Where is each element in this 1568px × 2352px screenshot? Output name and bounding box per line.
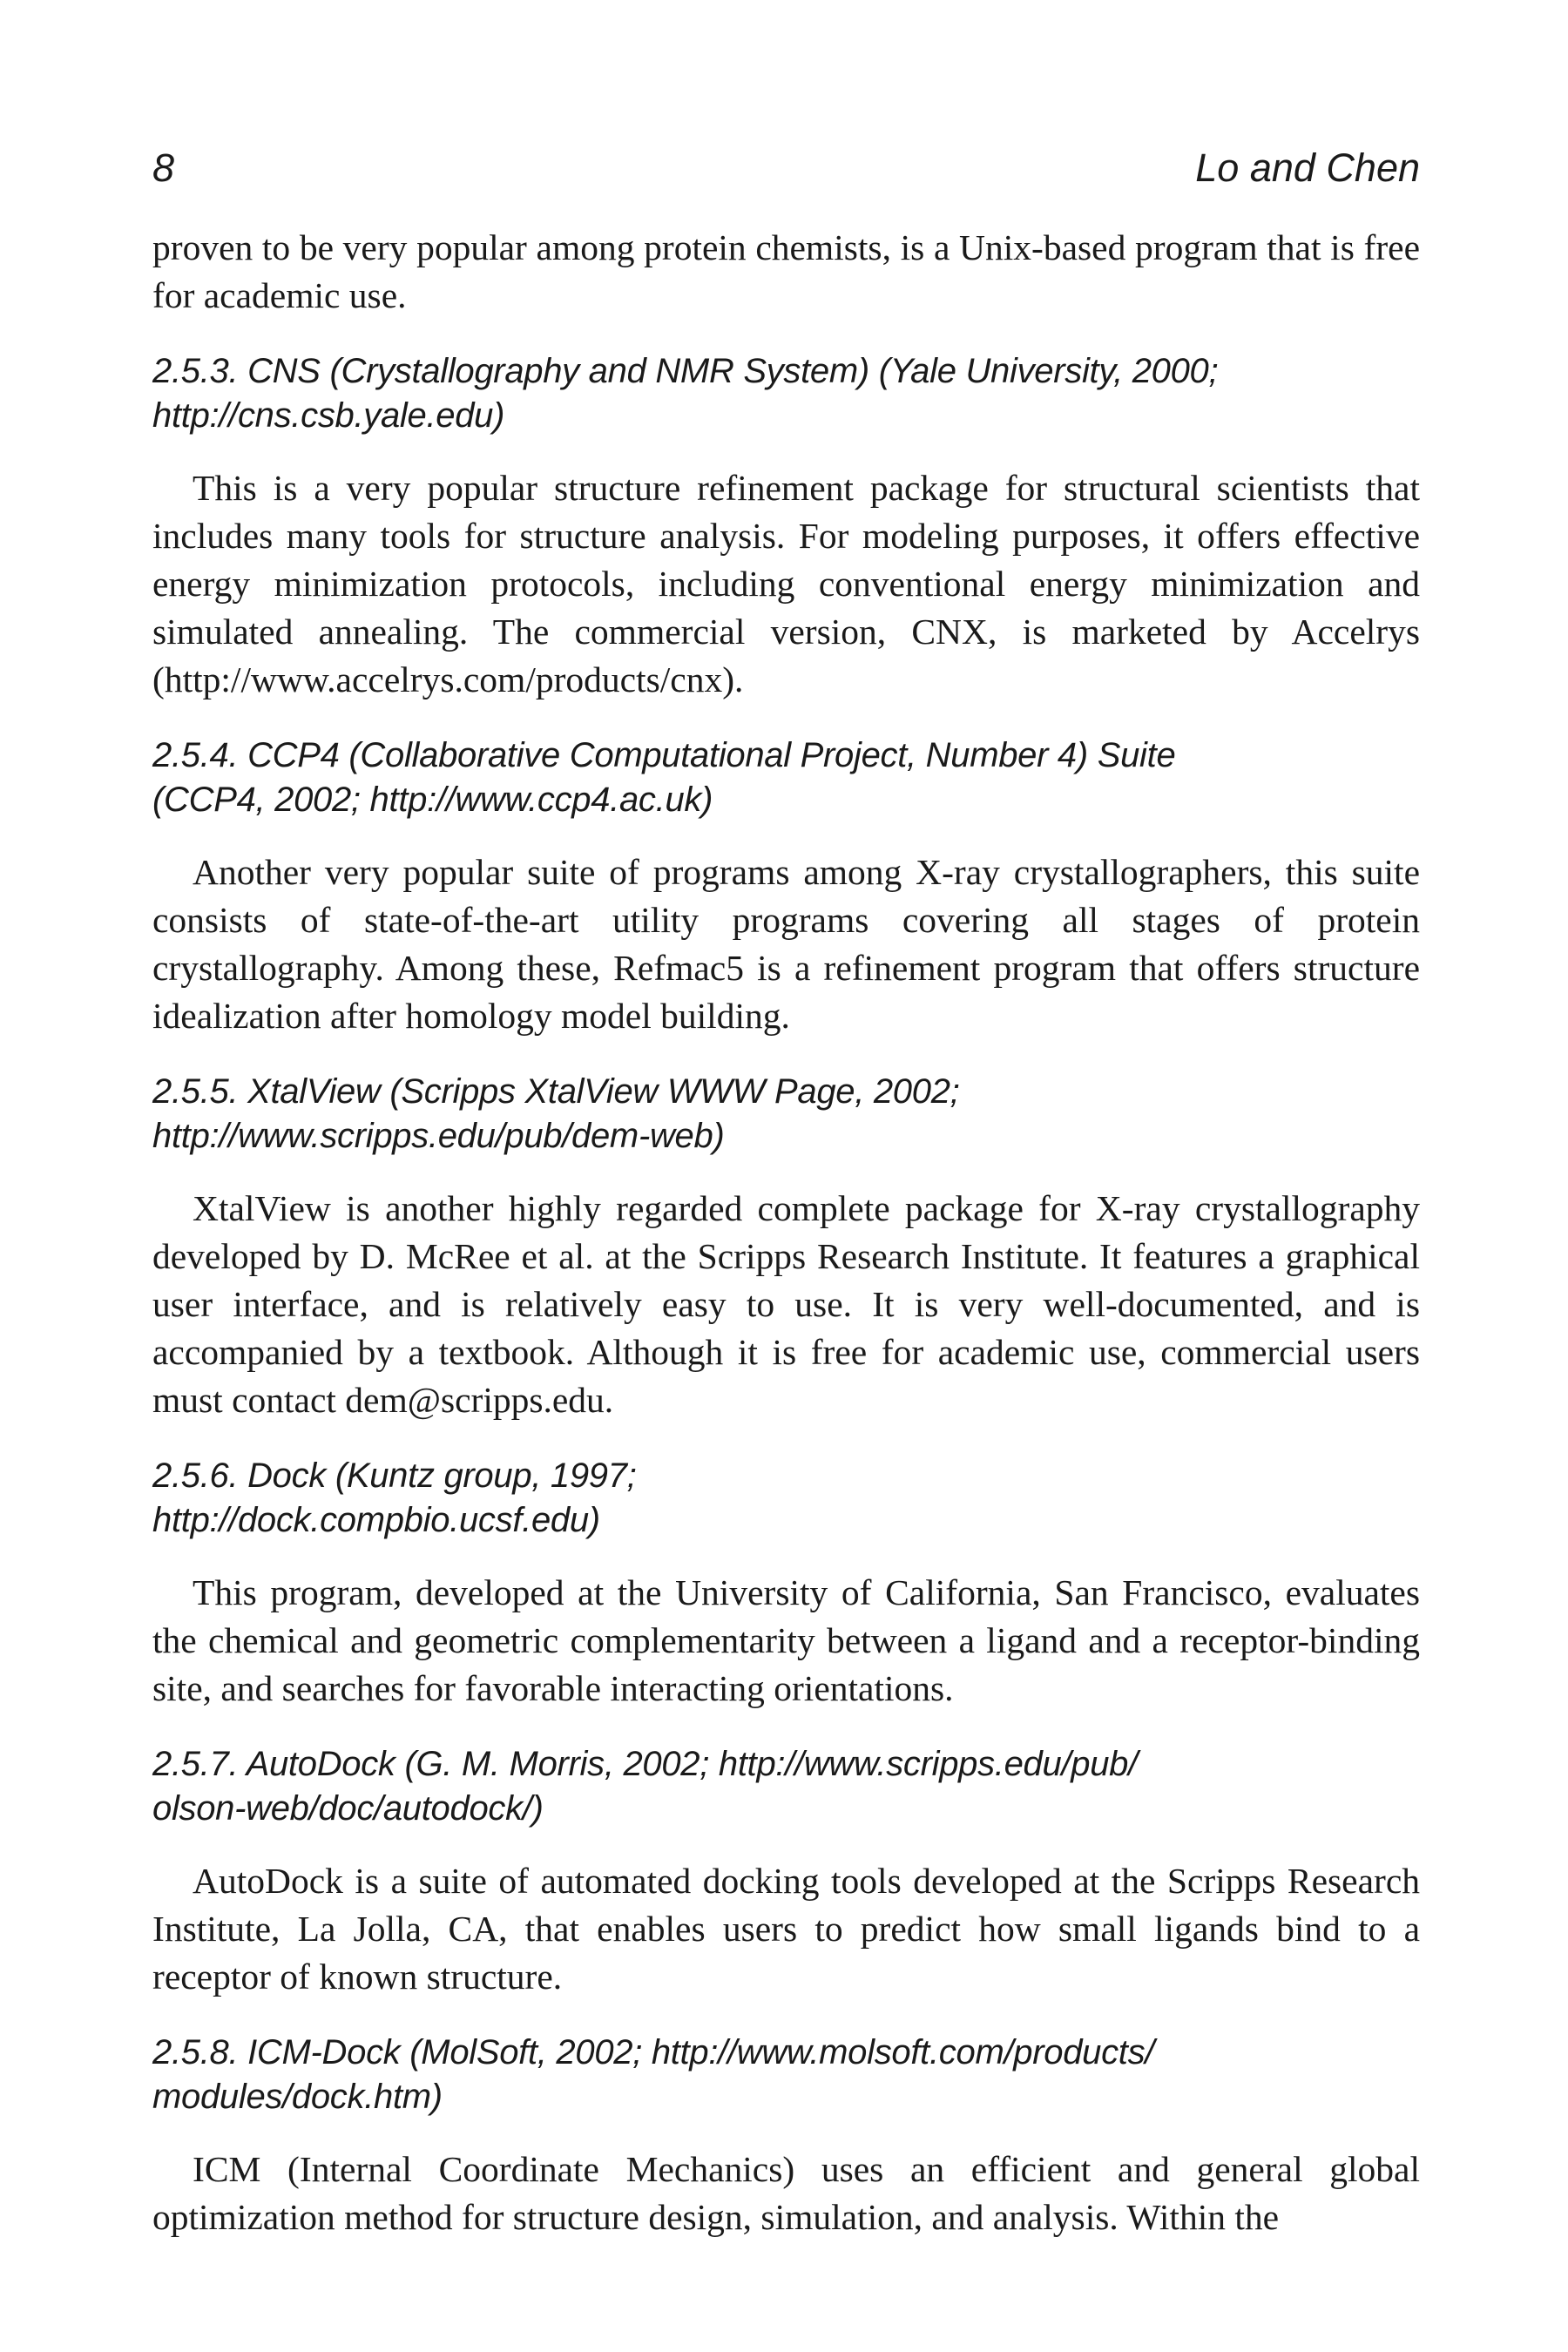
section-heading xyxy=(152,2031,1420,2119)
section-dock xyxy=(152,1454,1420,1713)
section-body: XtalView is another highly regarded complete package for X-ray crystallography developed by D. McRee et al. at the Scripps Research Institute. It features a graphical user interface, and is relatively easy to use. It is very well-documented, and is accompanied by a textbook. Although it is free for academic use, commercial users must contact dem@scripps.edu. xyxy=(152,1188,1420,1420)
running-head-authors: Lo and Chen xyxy=(1195,145,1420,190)
section-heading xyxy=(152,1454,1420,1543)
section-heading-line: 2.5.4. CCP4 (Collaborative Computational Project, Number 4) Suite xyxy=(152,736,1176,774)
section-xtalview xyxy=(152,1070,1420,1424)
section-heading xyxy=(152,1742,1420,1831)
section-heading-line: 2.5.5. XtalView (Scripps XtalView WWW Page, 2002; xyxy=(152,1072,960,1111)
section-body: This program, developed at the University of California, San Francisco, evaluates the chemical and geometric complementarity between a ligand and a receptor-binding site, and searches for favorable interacting orientations. xyxy=(152,1572,1420,1708)
section-body: Another very popular suite of programs among X-ray crystallographers, this suite consists of state-of-the-art utility programs covering all stages of protein crystallography. Among these, Refmac5 is a refinement program that offers structure idealization after homology model building. xyxy=(152,852,1420,1036)
section-heading-line: http://cns.csb.yale.edu) xyxy=(152,396,505,435)
section-heading-line: modules/dock.htm) xyxy=(152,2078,443,2116)
section-autodock xyxy=(152,1742,1420,2001)
section-heading-line: 2.5.3. CNS (Crystallography and NMR System) (Yale University, 2000; xyxy=(152,352,1219,390)
running-head xyxy=(152,145,1420,190)
section-cns xyxy=(152,349,1420,704)
section-body: AutoDock is a suite of automated docking tools developed at the Scripps Research Institute, La Jolla, CA, that enables users to predict how small ligands bind to a receptor of known structure. xyxy=(152,1861,1420,1997)
intro-paragraph: proven to be very popular among protein chemists, is a Unix-based program that is free for academic use. xyxy=(152,227,1420,315)
section-heading-line: http://www.scripps.edu/pub/dem-web) xyxy=(152,1117,725,1155)
section-heading-line: 2.5.7. AutoDock (G. M. Morris, 2002; http://www.scripps.edu/pub/ xyxy=(152,1745,1138,1783)
section-heading-line: 2.5.8. ICM-Dock (MolSoft, 2002; http://www.molsoft.com/products/ xyxy=(152,2033,1155,2072)
section-ccp4 xyxy=(152,733,1420,1040)
section-heading-line: (CCP4, 2002; http://www.ccp4.ac.uk) xyxy=(152,781,713,819)
section-heading xyxy=(152,733,1420,822)
section-icm-dock xyxy=(152,2031,1420,2241)
page-number: 8 xyxy=(152,145,175,190)
section-body: ICM (Internal Coordinate Mechanics) uses an efficient and general global optimization method for structure design, simulation, and analysis. Within the xyxy=(152,2149,1420,2237)
section-heading-line: 2.5.6. Dock (Kuntz group, 1997; xyxy=(152,1456,637,1495)
book-page xyxy=(152,145,1420,2241)
section-heading xyxy=(152,349,1420,438)
section-heading-line: olson-web/doc/autodock/) xyxy=(152,1789,544,1828)
section-body: This is a very popular structure refinement package for structural scientists that includes many tools for structure analysis. For modeling purposes, it offers effective energy minimization protocols, including conventional energy minimization and simulated annealing. The commercial version, CNX, is marketed by Accelrys (http://www.accelrys.com/products/cnx). xyxy=(152,468,1420,700)
section-heading-line: http://dock.compbio.ucsf.edu) xyxy=(152,1501,600,1539)
section-heading xyxy=(152,1070,1420,1159)
